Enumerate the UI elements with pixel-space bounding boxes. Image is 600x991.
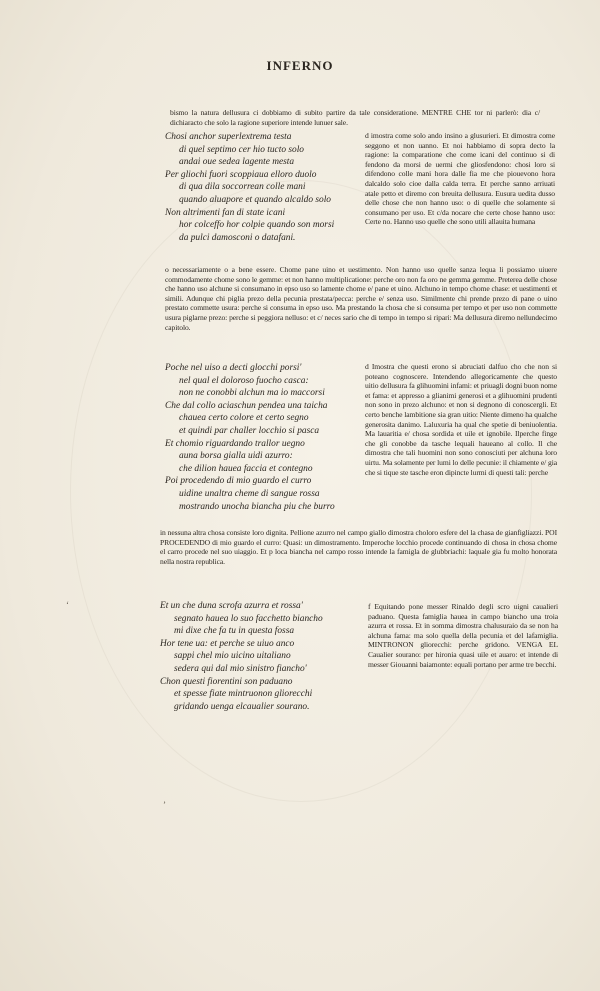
verse-line: Poi procedendo di mio guardo el curro — [165, 476, 312, 487]
verse-line: andai oue sedea lagente mesta — [179, 157, 295, 168]
verse-line: di qua dila soccorrean colle mani — [179, 182, 306, 193]
gloss-text: f Equitando pone messer Rinaldo degli scro uigni caualieri paduano. Questa famiglia hauea in campo biancho una troia azurra et rossa. Et in somma dimostra chalusuraio da se non ha alchuna fama: ma solo quella della pecunia et del lafamiglia. MINTRONON gliorecchi: perche gridono. VENGA EL Caualier sourano: per hironia quasi uile et auaro: et intende di messer Giouanni baiamonte: equali portano per arme tre becchi. — [368, 602, 558, 669]
commentary-text: in nessuna altra chosa consiste loro dignita. Pellione azurro nel campo giallo dimostra choloro esfere del la chasa de gianfigliazzi. POI PROCEDENDO di mio guardo el curro: Quasi: un dimostramento. Imperoche locchio procede continuando di chosa in chosa chome el carro procede nel suo uiaggio. Et p loca biancha nel campo rosso intende la famigla de glubbriachi: laquale gia fu molto honorata nella nostra republica. — [160, 528, 557, 566]
verse-line: et spesse fiate mintruonon gliorecchi — [174, 689, 313, 700]
top-commentary — [170, 108, 540, 127]
verse-line: Chosi anchor superlextrema testa — [165, 132, 292, 142]
margin-mark: ’ — [163, 800, 166, 810]
commentary-block-2 — [160, 528, 557, 566]
verse-line: da pulci damosconi o datafani. — [179, 232, 296, 243]
verse-line: Et un che duna scrofa azurra et rossa' — [160, 601, 303, 611]
verse-line: Hor tene ua: et perche se uiuo anco — [160, 638, 295, 649]
verse-line: mostrando unocha biancha piu che burro — [179, 501, 335, 512]
gloss-block-1 — [365, 131, 555, 227]
verse-line: quando aluapore et quando alcaldo solo — [179, 194, 331, 205]
verse-line: Che dal collo aciaschun pendea una taicha — [165, 400, 328, 411]
gloss-block-3 — [368, 602, 558, 669]
verse-line: segnato hauea lo suo facchetto biancho — [174, 613, 323, 624]
gloss-text: d Imostra che questi erono si abruciati dalfuo cho che non si poteano cognoscere. Intendendo allegoricamente che questo uitio dellusura fa glihuomini infami: et priuagli dogni buon nome et fama: et appresso a glianimi generosi et a glihuomini prudenti non sono in prezo alchuno: et non si degnono di conoscergli. Et certo benche lambitione sia gran uitio: Niente dimeno ha qualche generosita danimo. Laluxuria ha qual che spetie di beniuolentia. Ma lauaritia e/ chosa sordida et uile et ignobile. Ilperche finge che gli conobbe da tasche lequali haueano al collo. Il che dimostra che tali huomini non sono conosciuti per alchuna loro uirtu. Ma solamente per lumi lo delle pecunie: il chiamente e/ gia che si tique ste tasche eron dipincte lurmi di questi tali: perche — [365, 362, 557, 477]
verse-line: nel qual el doloroso fuocho casca: — [179, 375, 309, 386]
verse-block-2 — [165, 362, 365, 513]
verse-line: Poche nel uiso a decti glocchi porsi' — [165, 363, 302, 373]
commentary-text: o necessariamente o a bene essere. Chome pane uino et uestimento. Non hanno uso quelle sanza lequa li possiamo uiuere commodamente chome sono le gemme: et non hanno multiplicatione: perche oro non fa oro ne gemma gemme. Preterea delle chose che hanno uso alchune si consumano in epso uso so lamente chome e/ pane et uino. Alchuno in tempo chome chase: et uestimenti et simili. Adunque chi piglia prezo della pecunia prestata/pecca: perche e/ senza uso. Similmente chi prende prezo di pane o uino prestato commette usura: perche si consuma in epso uso. Ma prestando la chosa che si consuma per tempo et per uso non commette usura piglarne prezo: perche si peggiora nelluso: et c/ neces sario che di tempo in tempo si ripari: Ma dellusura diremo nellundecimo capitolo. — [165, 265, 557, 332]
verse-line: auna borsa gialla uidi azurro: — [179, 451, 293, 462]
verse-line: Et chomio riguardando trallor uegno — [165, 438, 305, 449]
commentary-block-1 — [165, 265, 557, 332]
gloss-block-2 — [365, 362, 557, 477]
verse-line: di quel septimo cer hio tucto solo — [179, 144, 304, 155]
verse-line: hor colceffo hor colpie quando son morsi — [179, 220, 335, 231]
verse-line: gridando uenga elcaualier sourano. — [174, 701, 310, 712]
verse-block-3 — [160, 600, 360, 713]
verse-line: che dilion hauea faccia et contegno — [179, 463, 313, 474]
page-heading: INFERNO — [266, 58, 334, 73]
verse-line: non ne conobbi alchun ma io maccorsi — [179, 388, 325, 399]
verse-line: Per gliochi fuori scoppiaua elloro duolo — [165, 169, 317, 180]
verse-line: et quindi par challer locchio si pasca — [179, 425, 320, 436]
margin-mark: ‘ — [66, 600, 69, 610]
verse-line: Non altrimenti fan di state icani — [165, 207, 286, 218]
verse-line: mi dixe che fa tu in questa fossa — [174, 626, 295, 637]
gloss-text: d imostra come solo ando insino a glusurieri. Et dimostra come seggono et non uanno. Et noi habbiamo di sopra decto la ragione: la comparatione che come icani del continuo si di fendono da morsi de uermi che gliosfendono: chosi loro si difendono colle mani hora dalle fia me che piouevono hora dalcaldo solo cioe dalla calda terra. Et perche sanno arriuati atale petto et diremo con breuita dellusura. Eusura uedita dusso delle chose che non hanno uso: o di quelle che solamente si consumano per uso. Et c/da nocare che certe chose hanno uso: Certe no. Hanno uso quelle che sono utili allauita humana — [365, 131, 555, 227]
verse-line: Chon questi fiorentini son paduano — [160, 676, 293, 687]
verse-block-1 — [165, 131, 365, 244]
verse-line: chauea certo colore et certo segno — [179, 413, 309, 424]
verse-line: sedera qui dal mio sinistro fiancho' — [174, 663, 307, 674]
verse-line: sappi chel mio uicino uitaliano — [174, 651, 291, 662]
verse-line: uidine unaltra cheme di sangue rossa — [179, 488, 320, 499]
top-commentary-text: bismo la natura dellusura ci dobbiamo di subito partire da tale consideratione. MENTRE CHE tor ni parlerò: dia c/ dichiaracto che solo la ragione superiore intende lunuer sale. — [170, 108, 540, 127]
